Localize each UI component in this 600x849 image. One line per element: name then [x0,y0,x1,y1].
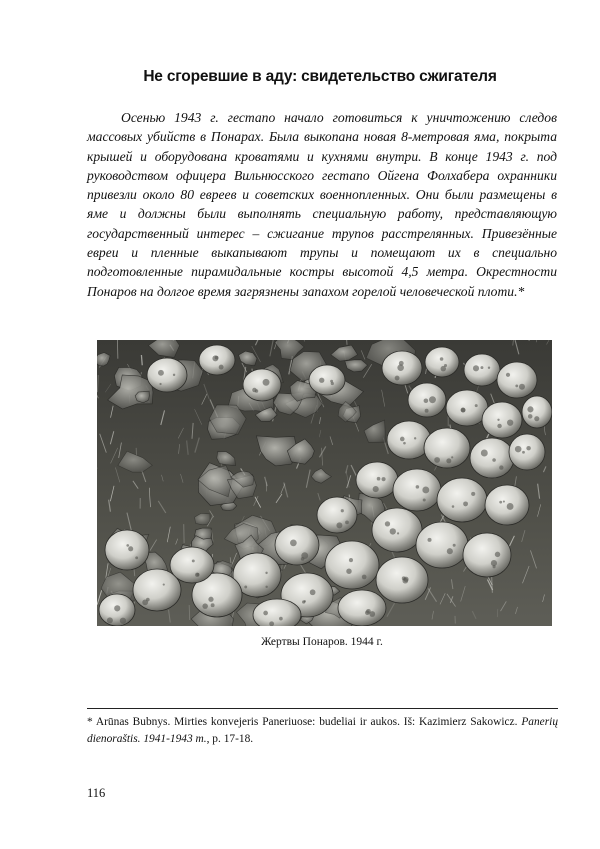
footnote-intro: * Arūnas Bubnys. Mirties konvejeris Paneriuose: budeliai ir aukos. Iš: Kazimierz Sakowicz. [87,716,518,728]
footnote-pages: , p. 17-18. [206,732,254,745]
footnote-divider [87,708,558,709]
footnote-source-title: Panerių dienoraštis. 1941-1943 m. [87,716,559,745]
body-paragraph: Осенью 1943 г. гестапо начало готовиться к уничтожению следов массовых убийств в Понарах. Была выкопана новая 8-метровая яма, покрыта крышей и оборудована кроватями и кухнями внутри. В конце 1943 г. под руководством офицера Вильнюсского гестапо Ойгена Фолхабера охранники привезли около 80 евреев и советских военнопленных. Они были размещены в яме и должны были выполнять специальную работу, представляющую государственный интерес – сжигание трупов расстрелянных. Привезённые евреи и пленные выкапывают трупы и помещают их в специально подготовленные пирамидальные костры высотой 4,5 метра. Окрестности Понаров на долгое время загрязнены запахом горелой человеческой плоти.* [87,110,557,299]
page-title: Не сгоревшие в аду: свидетельство сжигателя [143,68,497,85]
footnote [87,714,558,747]
page-number: 116 [87,786,106,800]
photo-caption: Жертвы Понаров. 1944 г. [261,636,383,648]
photo-victims-of-ponary [97,340,552,626]
